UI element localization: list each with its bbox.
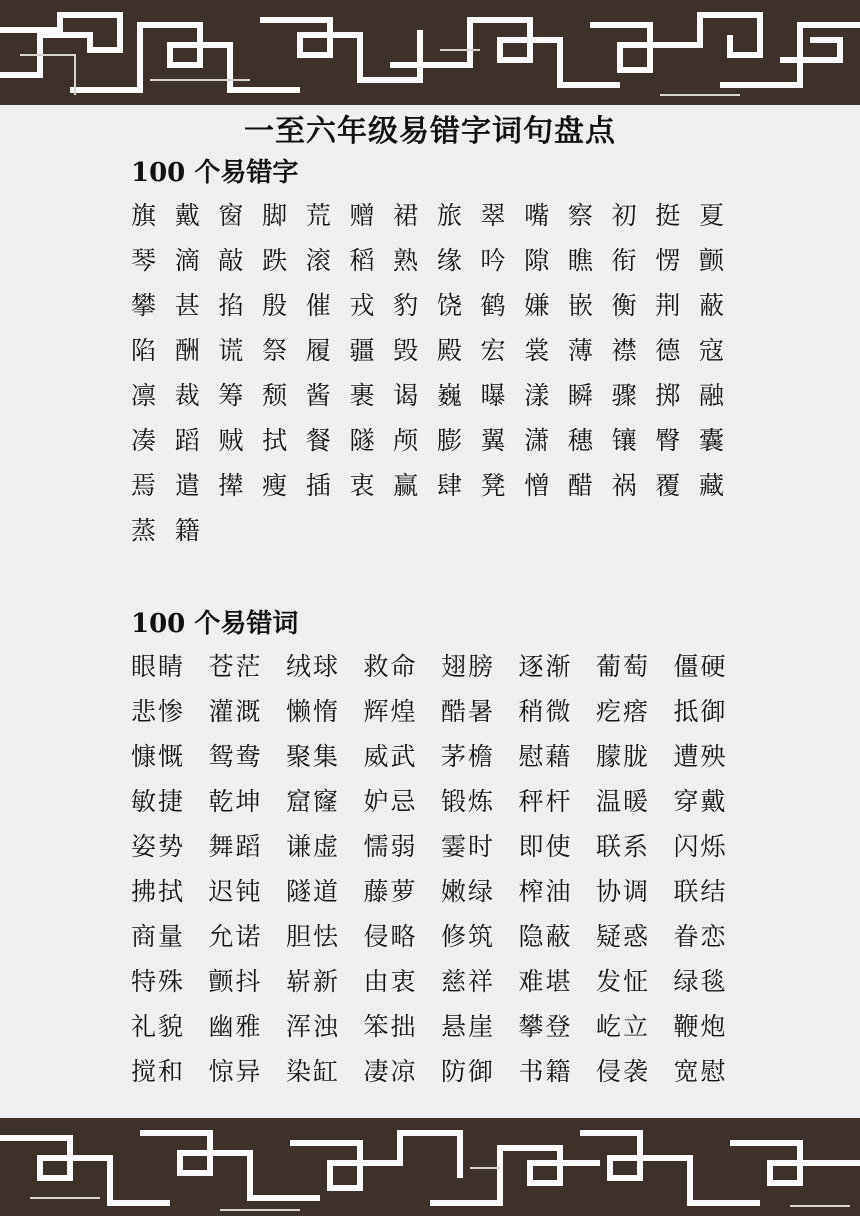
character-item: 衷 xyxy=(349,471,375,500)
character-item: 滴 xyxy=(174,246,200,275)
character-item: 琴 xyxy=(131,246,157,275)
character-item: 旅 xyxy=(436,201,462,230)
word-item: 霎时 xyxy=(441,832,496,861)
character-item: 臀 xyxy=(655,426,681,455)
character-item: 毁 xyxy=(393,336,419,365)
word-item: 酷暑 xyxy=(441,697,496,726)
word-item: 悬崖 xyxy=(441,1012,496,1041)
character-item: 插 xyxy=(305,471,331,500)
character-item: 鹤 xyxy=(480,291,506,320)
character-item: 祸 xyxy=(611,471,637,500)
character-item: 翼 xyxy=(480,426,506,455)
characters-grid xyxy=(131,200,743,560)
character-item: 襟 xyxy=(611,336,637,365)
word-item: 联系 xyxy=(596,832,651,861)
word-item: 悲惨 xyxy=(131,697,186,726)
character-item: 酱 xyxy=(305,381,331,410)
word-item: 防御 xyxy=(441,1057,496,1086)
word-item: 幽雅 xyxy=(208,1012,263,1041)
character-item: 融 xyxy=(698,381,724,410)
word-item: 懒惰 xyxy=(286,697,341,726)
character-item: 戴 xyxy=(174,201,200,230)
character-item: 蒸 xyxy=(131,516,157,545)
character-item: 荆 xyxy=(655,291,681,320)
word-item: 修筑 xyxy=(441,922,496,951)
word-item: 辉煌 xyxy=(363,697,418,726)
character-item: 夏 xyxy=(698,201,724,230)
word-item: 温暖 xyxy=(596,787,651,816)
word-item: 乾坤 xyxy=(208,787,263,816)
word-item: 抵御 xyxy=(673,697,728,726)
character-item: 初 xyxy=(611,201,637,230)
character-item: 滚 xyxy=(305,246,331,275)
character-item: 贼 xyxy=(218,426,244,455)
character-item: 颓 xyxy=(262,381,288,410)
bottom-lattice-border xyxy=(0,1118,860,1216)
character-item: 缘 xyxy=(436,246,462,275)
word-item: 茅檐 xyxy=(441,742,496,771)
word-item: 谦虚 xyxy=(286,832,341,861)
character-item: 旗 xyxy=(131,201,157,230)
word-item: 浑浊 xyxy=(286,1012,341,1041)
character-item: 攀 xyxy=(131,291,157,320)
character-item: 裹 xyxy=(349,381,375,410)
word-item: 舞蹈 xyxy=(208,832,263,861)
word-item: 敏捷 xyxy=(131,787,186,816)
character-item: 颤 xyxy=(698,246,724,275)
word-item: 疙瘩 xyxy=(596,697,651,726)
character-item: 敲 xyxy=(218,246,244,275)
character-item: 谒 xyxy=(393,381,419,410)
character-item: 膨 xyxy=(436,426,462,455)
word-item: 灌溉 xyxy=(208,697,263,726)
word-item: 惊异 xyxy=(208,1057,263,1086)
character-item: 窗 xyxy=(218,201,244,230)
character-item: 掐 xyxy=(218,291,244,320)
word-item: 威武 xyxy=(363,742,418,771)
character-item: 履 xyxy=(305,336,331,365)
word-item: 拂拭 xyxy=(131,877,186,906)
character-item: 戎 xyxy=(349,291,375,320)
character-item: 荒 xyxy=(305,201,331,230)
character-item: 谎 xyxy=(218,336,244,365)
words-heading: 100 个易错词 xyxy=(131,609,299,639)
word-item: 慈祥 xyxy=(441,967,496,996)
character-item: 隧 xyxy=(349,426,375,455)
character-item: 裳 xyxy=(524,336,550,365)
character-item: 瞧 xyxy=(567,246,593,275)
character-item: 巍 xyxy=(436,381,462,410)
word-item: 绿毯 xyxy=(673,967,728,996)
word-item: 眷恋 xyxy=(673,922,728,951)
character-item: 赢 xyxy=(393,471,419,500)
character-item: 裙 xyxy=(393,201,419,230)
word-item: 慷慨 xyxy=(131,742,186,771)
character-item: 衔 xyxy=(611,246,637,275)
character-item: 衡 xyxy=(611,291,637,320)
word-item: 逐渐 xyxy=(518,652,573,681)
character-item: 曝 xyxy=(480,381,506,410)
word-item: 崭新 xyxy=(286,967,341,996)
character-item: 跌 xyxy=(262,246,288,275)
word-item: 藤萝 xyxy=(363,877,418,906)
character-item: 籍 xyxy=(174,516,200,545)
character-item: 焉 xyxy=(131,471,157,500)
word-item: 宽慰 xyxy=(673,1057,728,1086)
characters-heading: 100 个易错字 xyxy=(131,158,299,188)
character-item: 蔽 xyxy=(698,291,724,320)
character-item: 漾 xyxy=(524,381,550,410)
word-item: 发怔 xyxy=(596,967,651,996)
word-item: 商量 xyxy=(131,922,186,951)
word-item: 搅和 xyxy=(131,1057,186,1086)
top-lattice-border xyxy=(0,0,860,105)
word-item: 特殊 xyxy=(131,967,186,996)
character-item: 瞬 xyxy=(567,381,593,410)
character-item: 镶 xyxy=(611,426,637,455)
character-item: 催 xyxy=(305,291,331,320)
character-item: 憎 xyxy=(524,471,550,500)
character-item: 脚 xyxy=(262,201,288,230)
word-item: 联结 xyxy=(673,877,728,906)
word-item: 难堪 xyxy=(518,967,573,996)
character-item: 宏 xyxy=(480,336,506,365)
character-item: 寇 xyxy=(698,336,724,365)
word-item: 书籍 xyxy=(518,1057,573,1086)
word-item: 由衷 xyxy=(363,967,418,996)
word-item: 颤抖 xyxy=(208,967,263,996)
character-item: 稻 xyxy=(349,246,375,275)
word-item: 鞭炮 xyxy=(673,1012,728,1041)
word-item: 协调 xyxy=(596,877,651,906)
character-item: 嘴 xyxy=(524,201,550,230)
words-grid xyxy=(131,651,751,1101)
character-item: 醋 xyxy=(567,471,593,500)
character-item: 潇 xyxy=(524,426,550,455)
character-item: 酬 xyxy=(174,336,200,365)
word-item: 嫩绿 xyxy=(441,877,496,906)
character-item: 吟 xyxy=(480,246,506,275)
lattice-pattern-top xyxy=(0,0,860,105)
character-item: 豹 xyxy=(393,291,419,320)
character-item: 拭 xyxy=(262,426,288,455)
word-item: 姿势 xyxy=(131,832,186,861)
character-item: 囊 xyxy=(698,426,724,455)
word-item: 隐蔽 xyxy=(518,922,573,951)
word-item: 葡萄 xyxy=(596,652,651,681)
word-item: 胆怯 xyxy=(286,922,341,951)
word-item: 即使 xyxy=(518,832,573,861)
word-item: 隧道 xyxy=(286,877,341,906)
word-item: 慰藉 xyxy=(518,742,573,771)
character-item: 赠 xyxy=(349,201,375,230)
word-item: 秤杆 xyxy=(518,787,573,816)
word-item: 聚集 xyxy=(286,742,341,771)
character-item: 嵌 xyxy=(567,291,593,320)
character-item: 熟 xyxy=(393,246,419,275)
character-item: 骤 xyxy=(611,381,637,410)
word-item: 遭殃 xyxy=(673,742,728,771)
character-item: 殿 xyxy=(436,336,462,365)
character-item: 凛 xyxy=(131,381,157,410)
word-item: 苍茫 xyxy=(208,652,263,681)
word-item: 允诺 xyxy=(208,922,263,951)
character-item: 撵 xyxy=(218,471,244,500)
character-item: 覆 xyxy=(655,471,681,500)
character-item: 遣 xyxy=(174,471,200,500)
word-item: 锻炼 xyxy=(441,787,496,816)
word-item: 翅膀 xyxy=(441,652,496,681)
word-item: 懦弱 xyxy=(363,832,418,861)
word-item: 榨油 xyxy=(518,877,573,906)
character-item: 甚 xyxy=(174,291,200,320)
word-item: 侵略 xyxy=(363,922,418,951)
word-item: 疑惑 xyxy=(596,922,651,951)
word-item: 闪烁 xyxy=(673,832,728,861)
character-item: 察 xyxy=(567,201,593,230)
word-item: 僵硬 xyxy=(673,652,728,681)
document-title: 一至六年级易错字词句盘点 xyxy=(244,114,616,149)
character-item: 隙 xyxy=(524,246,550,275)
character-item: 餐 xyxy=(305,426,331,455)
character-item: 殷 xyxy=(262,291,288,320)
word-item: 鸳鸯 xyxy=(208,742,263,771)
character-item: 疆 xyxy=(349,336,375,365)
character-item: 蹈 xyxy=(174,426,200,455)
word-item: 眼睛 xyxy=(131,652,186,681)
word-item: 侵袭 xyxy=(596,1057,651,1086)
word-item: 屹立 xyxy=(596,1012,651,1041)
character-item: 德 xyxy=(655,336,681,365)
word-item: 朦胧 xyxy=(596,742,651,771)
character-item: 陷 xyxy=(131,336,157,365)
word-item: 绒球 xyxy=(286,652,341,681)
word-item: 凄凉 xyxy=(363,1057,418,1086)
character-item: 翠 xyxy=(480,201,506,230)
character-item: 裁 xyxy=(174,381,200,410)
word-item: 迟钝 xyxy=(208,877,263,906)
character-item: 愣 xyxy=(655,246,681,275)
character-item: 筹 xyxy=(218,381,244,410)
character-item: 穗 xyxy=(567,426,593,455)
word-item: 攀登 xyxy=(518,1012,573,1041)
character-item: 挺 xyxy=(655,201,681,230)
word-item: 穿戴 xyxy=(673,787,728,816)
character-item: 饶 xyxy=(436,291,462,320)
word-item: 染缸 xyxy=(286,1057,341,1086)
character-item: 瘦 xyxy=(262,471,288,500)
character-item: 藏 xyxy=(698,471,724,500)
word-item: 笨拙 xyxy=(363,1012,418,1041)
character-item: 凳 xyxy=(480,471,506,500)
word-item: 稍微 xyxy=(518,697,573,726)
character-item: 祭 xyxy=(262,336,288,365)
word-item: 妒忌 xyxy=(363,787,418,816)
word-item: 救命 xyxy=(363,652,418,681)
word-item: 窟窿 xyxy=(286,787,341,816)
character-item: 薄 xyxy=(567,336,593,365)
character-item: 凑 xyxy=(131,426,157,455)
character-item: 嫌 xyxy=(524,291,550,320)
character-item: 颅 xyxy=(393,426,419,455)
lattice-pattern-bottom xyxy=(0,1118,860,1216)
word-item: 礼貌 xyxy=(131,1012,186,1041)
character-item: 掷 xyxy=(655,381,681,410)
character-item: 肆 xyxy=(436,471,462,500)
